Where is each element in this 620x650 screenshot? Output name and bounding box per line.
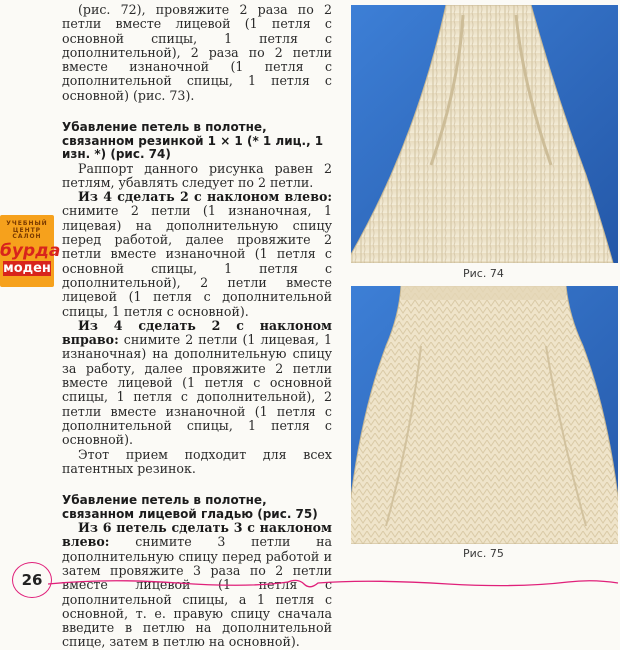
figure-caption-74: Рис. 74 bbox=[463, 267, 504, 280]
logo-line-1: УЧЕБНЫЙ bbox=[6, 220, 48, 227]
page-number-badge bbox=[12, 562, 52, 598]
intro-paragraph: (рис. 72), провяжите 2 раза по 2 петли вместе лицевой (1 петля с основной спицы, 1 петля с дополнительной), 2 раза по 2 петли вместе изнаночной (1 петля с дополнительной спицы, 1 петля с основной) (рис. 73). bbox=[62, 2, 332, 103]
rib-left-paragraph bbox=[62, 190, 332, 319]
section-heading-rib: Убавление петель в полотне, связанном резинкой 1 × 1 (* 1 лиц., 1 изн. *) (рис. 74) bbox=[62, 120, 324, 162]
rib-right-text: снимите 2 петли (1 лицевая, 1 изнаночная) на дополнительную спицу за работу, далее провяжите 2 петли вместе лицевой (1 петля с основной спицы, 1 петля с дополнительной), 2 петли вместе изнаночной (1 петля с дополнительной спицы, 1 петля с основной). bbox=[62, 332, 332, 448]
page-number: 26 bbox=[21, 571, 43, 589]
rib-right-lead: Из 4 сделать 2 с наклоном вправо: bbox=[62, 317, 332, 348]
rib-left-lead: Из 4 сделать 2 с наклоном влево: bbox=[78, 189, 332, 205]
figure-caption-75: Рис. 75 bbox=[463, 547, 504, 560]
decorative-footer-line bbox=[48, 574, 620, 594]
rib-left-text: снимите 2 петли (1 изнаночная, 1 лицевая) на дополнительную спицу перед работой, далее провяжите 2 петли вместе изнаночной (1 петля с основной спицы, 1 петля с дополнительной), 2 петли вместе лицевой (1 петля с дополнительной спицы, 1 петля с основной). bbox=[62, 203, 332, 319]
section-heading-stockinette: Убавление петель в полотне, связанном лицевой гладью (рис. 75) bbox=[62, 493, 318, 521]
rib-note-paragraph: Этот прием подходит для всех патентных резинок. bbox=[62, 446, 332, 476]
knitting-photo-fig75 bbox=[351, 286, 618, 544]
article-text-column bbox=[62, 3, 332, 650]
rib-right-paragraph bbox=[62, 319, 332, 448]
burda-moden-logo bbox=[0, 215, 61, 287]
logo-brand-moden: моден bbox=[3, 260, 51, 276]
logo-line-3: САЛОН bbox=[12, 233, 42, 240]
logo-brand: бурда bbox=[0, 240, 61, 261]
rib-intro-paragraph: Раппорт данного рисунка равен 2 петлям, убавлять следует по 2 петли. bbox=[62, 160, 332, 190]
knitting-photo-fig74 bbox=[351, 5, 618, 263]
stockinette-text: снимите 3 петли на дополнительную спицу перед работой и затем провяжите 3 раза по 2 петли вместе лицевой (1 петля с дополнительной спицы, а 1 петля с основной, т. е. правую спицу сначала введите в петлю на дополнительной спице, затем в петлю на основной). bbox=[62, 534, 332, 650]
stockinette-lead: Из 6 петель сделать 3 с наклоном влево: bbox=[62, 520, 332, 550]
logo-line-2: ЦЕНТР bbox=[12, 226, 42, 234]
